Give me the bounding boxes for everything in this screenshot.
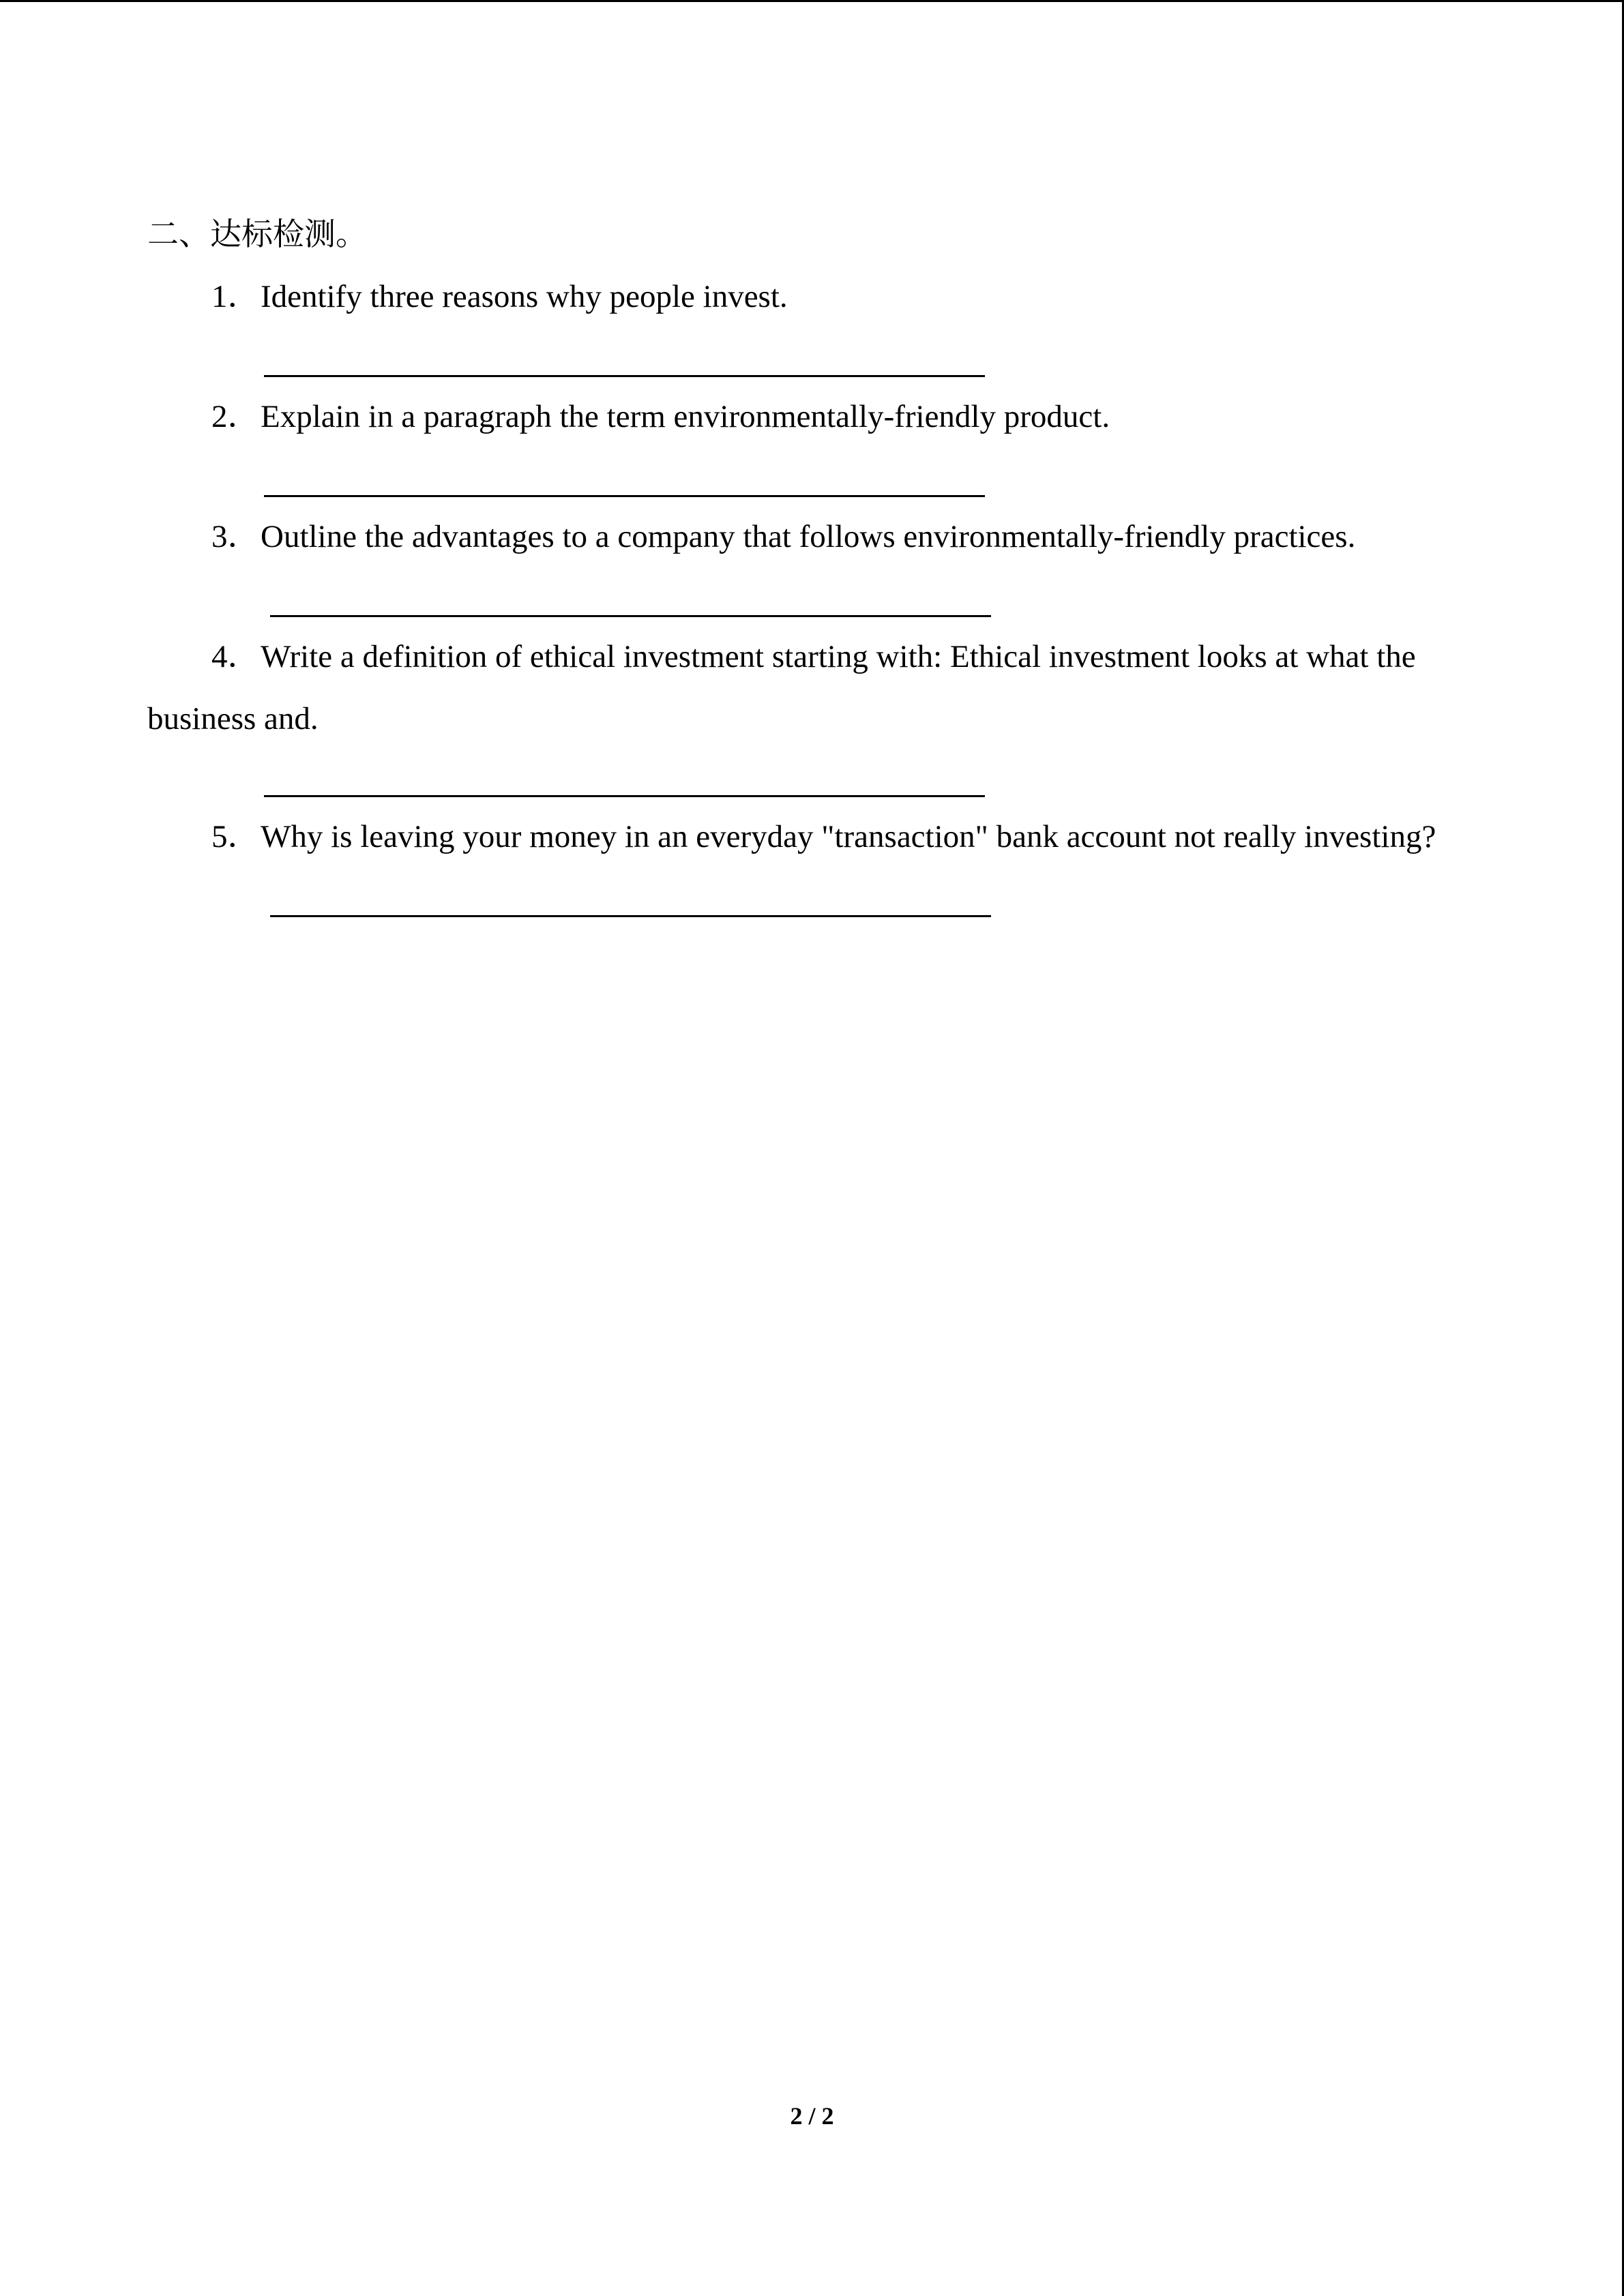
- page-border-top: [0, 0, 1624, 2]
- question-text: Outline the advantages to a company that follows environmentally-friendly practices.: [261, 519, 1356, 554]
- question-number: 5．: [211, 819, 260, 854]
- question-number: 4．: [211, 639, 260, 674]
- section-title: 二、达标检测。: [147, 217, 367, 252]
- question-text: Identify three reasons why people invest.: [261, 279, 788, 314]
- question-3: [211, 515, 1355, 558]
- answer-line-1[interactable]: [264, 375, 985, 377]
- question-5: [211, 815, 1436, 859]
- question-text: Why is leaving your money in an everyday "transaction" bank account not really investing?: [261, 819, 1436, 854]
- question-1: [211, 275, 788, 318]
- question-4: [211, 635, 1416, 679]
- answer-line-3[interactable]: [270, 615, 991, 617]
- answer-line-2[interactable]: [264, 495, 985, 497]
- question-number: 3．: [211, 519, 260, 554]
- answer-line-4[interactable]: [264, 795, 985, 797]
- page-number: 2 / 2: [790, 2102, 834, 2130]
- question-number: 2．: [211, 399, 260, 434]
- question-2: [211, 395, 1110, 438]
- answer-line-5[interactable]: [270, 915, 991, 917]
- question-text: Write a definition of ethical investment starting with: Ethical investment looks at what the: [261, 639, 1416, 674]
- question-number: 1．: [211, 279, 260, 314]
- question-4-continuation: business and.: [147, 701, 319, 736]
- question-text: Explain in a paragraph the term environmentally-friendly product.: [261, 399, 1110, 434]
